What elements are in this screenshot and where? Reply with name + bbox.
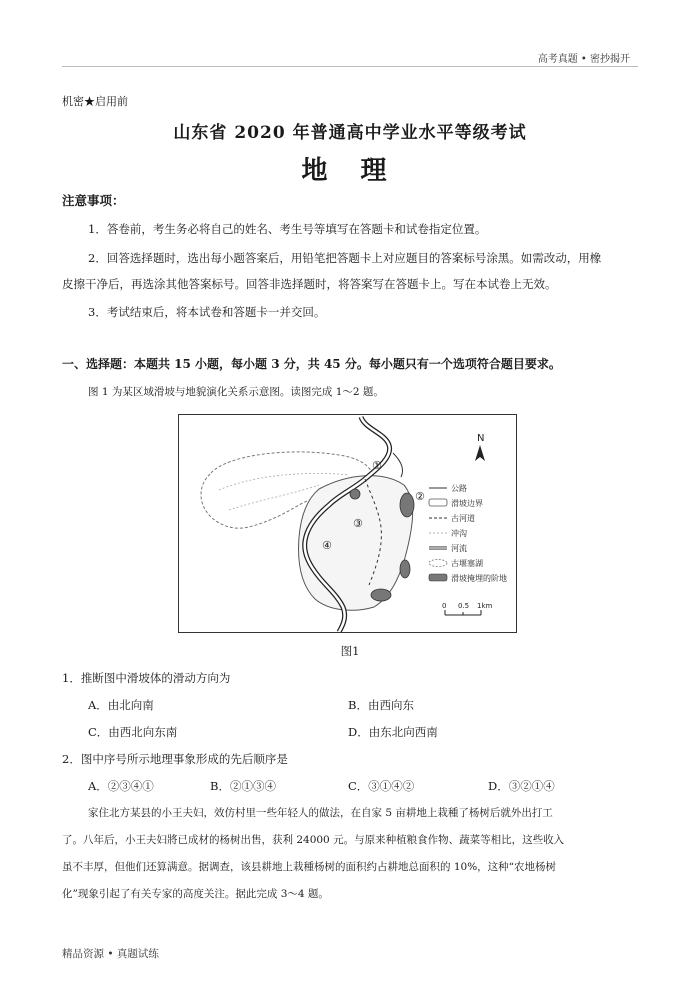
question-2-option-c[interactable]: C．③①④② (348, 779, 415, 793)
notice-item-1: 1．答卷前，考生务必将自己的姓名、考生号等填写在答题卡和试卷指定位置。 (88, 222, 487, 236)
scale-bar (442, 602, 493, 615)
legend-river: 河流 (451, 544, 467, 553)
exam-title: 山东省 2020 年普通高中学业水平等级考试 (173, 123, 527, 143)
svg-text:0.5: 0.5 (458, 602, 470, 610)
notice-item-2: 2．回答选择题时，选出每小题答案后，用铅笔把答题卡上对应题目的答案标号涂黑。如需改动，用橡 (88, 251, 602, 265)
legend-dammed-lake: 古堰塞湖 (451, 559, 483, 568)
passage-line-3: 虽不丰厚，但他们还算满意。据调查，该县耕地上栽種杨树的面积约占耕地总面积的 10%，这种“农地杨树 (62, 861, 557, 873)
north-arrow-icon (475, 433, 485, 461)
passage-line-4: 化”现象引起了有关专家的高度关注。据此完成 3～4 题。 (62, 888, 329, 900)
passage-line-1: 家住北方某县的小王夫妇，效仿村里一些年轻人的做法，在自家 5 亩耕地上栽種了杨树后就外出打工 (88, 807, 553, 819)
legend-buried-terrace: 滑坡掩埋的阶地 (451, 574, 507, 583)
question-2-stem: 2．图中序号所示地理事象形成的先后顺序是 (62, 752, 288, 766)
figure-intro: 图 1 为某区域滑坡与地貌演化关系示意图。读图完成 1～2 题。 (88, 386, 384, 398)
section-heading: 一、选择题：本题共 15 小题，每小题 3 分，共 45 分。每小题只有一个选项符合题目要求。 (62, 357, 561, 371)
passage-line-2: 了。八年后，小王夫妇將已成材的杨树出售，获利 24000 元。与原来种植粮食作物、蔬菜等相比，这些收入 (62, 834, 565, 846)
legend-gully: 冲沟 (451, 529, 467, 538)
marker-4: ④ (322, 539, 332, 552)
question-1-option-b[interactable]: B．由西向东 (348, 698, 414, 712)
legend-road: 公路 (451, 484, 467, 493)
question-2-option-d[interactable]: D．③②①④ (488, 779, 555, 793)
marker-1: ① (372, 459, 382, 472)
header-divider (62, 66, 638, 67)
subject-title: 地 理 (301, 156, 399, 186)
footer-label: 精品资源 • 真题试练 (62, 948, 159, 960)
landslide-map (178, 414, 517, 633)
legend-boundary: 滑坡边界 (451, 499, 483, 508)
question-1-option-c[interactable]: C．由西北向东南 (88, 725, 178, 739)
legend-ancient-channel: 古河道 (451, 514, 475, 523)
confidential-label: 机密★启用前 (62, 95, 128, 108)
svg-text:1km: 1km (477, 602, 493, 610)
figure-caption: 图1 (340, 644, 360, 658)
question-1-stem: 1．推断图中滑坡体的滑动方向为 (62, 671, 231, 685)
question-2-option-b[interactable]: B．②①③④ (210, 779, 276, 793)
map-legend (429, 483, 507, 583)
question-1-option-a[interactable]: A．由北向南 (88, 698, 154, 712)
marker-2: ② (415, 490, 425, 503)
question-1-option-d[interactable]: D．由东北向西南 (348, 725, 438, 739)
notice-item-2-cont: 皮擦干净后，再选涂其他答案标号。回答非选择题时，将答案写在答题卡上。写在本试卷上无效。 (62, 277, 557, 291)
landslide-map-svg (179, 415, 516, 632)
svg-text:N: N (477, 433, 485, 444)
notice-item-3: 3．考试结束后，将本试卷和答题卡一并交回。 (88, 305, 326, 319)
marker-3: ③ (353, 517, 363, 530)
notice-heading: 注意事项： (62, 193, 125, 208)
question-2-option-a[interactable]: A．②③④① (88, 779, 154, 793)
svg-text:0: 0 (442, 602, 447, 610)
header-tagline: 高考真题 • 密抄揭开 (537, 54, 630, 65)
